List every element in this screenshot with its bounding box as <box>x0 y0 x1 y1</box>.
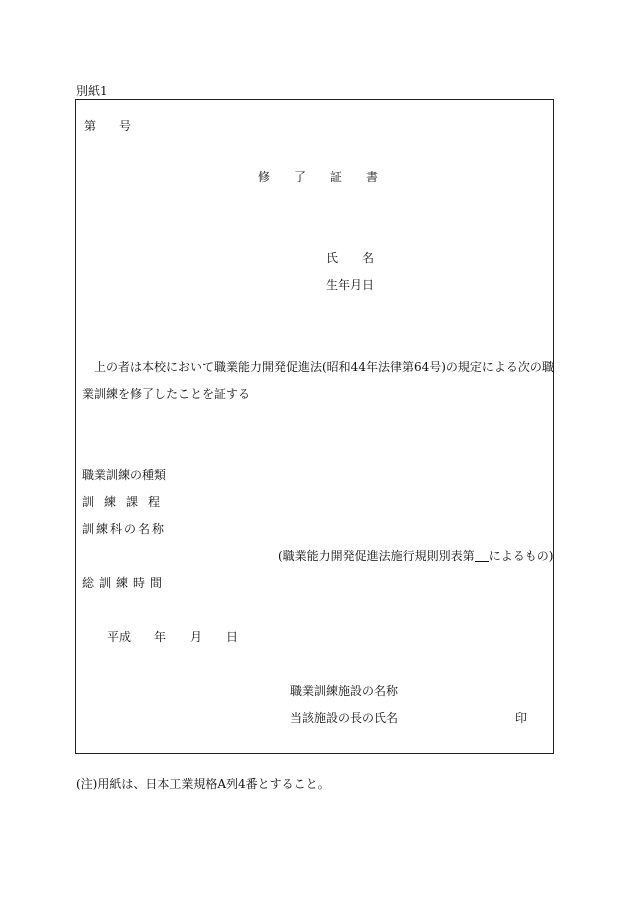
date-year: 年 <box>154 630 167 644</box>
regulation-blank <box>475 549 489 562</box>
hours-char: 総 <box>82 576 95 590</box>
regulation-note-pre: (職業能力開発促進法施行規則別表第 <box>278 549 475 563</box>
subject-char: 練 <box>96 522 109 536</box>
hours-char: 練 <box>116 576 129 590</box>
title-char: 修 <box>258 170 271 184</box>
number-go: 号 <box>119 119 132 133</box>
subject-char: 称 <box>152 522 165 536</box>
subject-char: 訓 <box>82 522 95 536</box>
date-day: 日 <box>226 630 239 644</box>
title-char: 書 <box>366 170 379 184</box>
field-subject-name <box>82 522 164 536</box>
name-label <box>326 251 374 265</box>
course-char: 課 <box>126 495 139 509</box>
date-era: 平成 <box>107 630 132 644</box>
number-line <box>84 119 131 133</box>
birthdate-label: 生年月日 <box>326 278 375 292</box>
seal-mark: 印 <box>515 711 528 725</box>
footnote: (注)用紙は、日本工業規格A列4番とすること。 <box>76 777 330 791</box>
name-label-second: 名 <box>362 251 375 265</box>
subject-char: 名 <box>138 522 151 536</box>
subject-char: 科 <box>110 522 123 536</box>
date-month: 月 <box>190 630 203 644</box>
field-total-hours <box>82 576 162 590</box>
number-dai: 第 <box>84 119 97 133</box>
hours-char: 訓 <box>99 576 112 590</box>
issue-date <box>107 630 238 644</box>
title-char: 了 <box>294 170 307 184</box>
hours-char: 間 <box>150 576 163 590</box>
body-line-1: 上の者は本校において職業能力開発促進法(昭和44年法律第64号)の規定による次の職 <box>94 360 554 374</box>
hours-char: 時 <box>133 576 146 590</box>
body-line-2: 業訓練を修了したことを証する <box>82 387 251 401</box>
attachment-label: 別紙1 <box>76 84 108 98</box>
name-label-first: 氏 <box>326 251 339 265</box>
title-char: 証 <box>330 170 343 184</box>
head-name-label: 当該施設の長の氏名 <box>290 711 399 725</box>
course-char: 練 <box>104 495 117 509</box>
regulation-note <box>278 549 553 563</box>
course-char: 訓 <box>82 495 95 509</box>
subject-char: の <box>124 522 137 536</box>
facility-name-label: 職業訓練施設の名称 <box>290 684 399 698</box>
field-training-course <box>82 495 160 509</box>
field-training-kind: 職業訓練の種類 <box>82 468 167 482</box>
course-char: 程 <box>148 495 161 509</box>
certificate-frame <box>75 99 554 754</box>
regulation-note-post: によるもの) <box>488 549 554 563</box>
certificate-title <box>258 170 378 184</box>
